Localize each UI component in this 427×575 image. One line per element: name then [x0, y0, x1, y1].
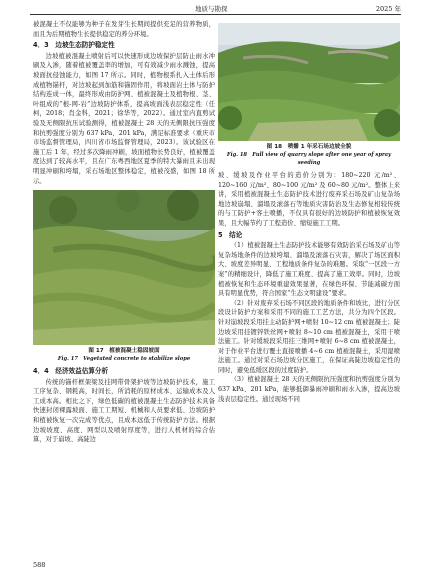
header-rule	[30, 14, 401, 15]
figure-18-caption-en: Fig. 18 Full view of quarry slope after one year of spray seeding	[226, 152, 392, 166]
figure-17-photo	[33, 190, 215, 345]
figure-17-caption-en: Fig. 17 Vegetated concrete to stabilize slope	[57, 356, 191, 363]
intro-paragraph: 被混凝土不仅能够为种子在发芽生长期间提供充足的营养物质，而且为后期植物生长提供稳定的养分环境。	[33, 21, 215, 38]
section-4-3-title: 4．3 边坡生态防护稳定性	[33, 41, 115, 50]
header-year: 2025 年	[375, 5, 401, 13]
section-4-4-paragraph: 传统的锚杆框架梁及挂网带骨架护坡等边坡防护技术，施工工序复杂、钢耗高，时间长，所消耗的原材成本、运输成本及人工成本高。相比之下，绿色低碳的植被混凝土生态防护技术具备快速封闭裸露坡面、施工工期短、机械和人员要求低、边坡防护和植被恢复一次完成等优点，且成本远低于传统防护方法。根据边坡坡度、高度、网型以及喷射厚度等，进行人机材的综合估算，对于崩坡、高陡边	[33, 378, 215, 444]
figure-17-caption-cn: 图 17 植被混凝土稳固坡面	[88, 348, 160, 355]
running-header	[0, 0, 427, 16]
section-5-title: 5 结论	[218, 230, 243, 239]
cost-paragraph: 坡、缓坡及作业平台的造价分别为：180~220 元/m²、120~160 元/m²、80~100 元/m² 及 60~80 元/m²。整体上来讲，采用植被混凝土生态防护技术进行废弃采石场及矿山复杂场地边坡崩塌、溜塌及滚落石等地质灾害防治及生态修复相较传统的与工防护+客土喷播，不仅具有很好的边坡防护和植被恢复效果，且大幅节约了工程造价、缩短施工工期。	[218, 172, 400, 227]
section-4-4-title: 4．4 经济效益估算分析	[33, 367, 109, 376]
quarry-slope-image	[218, 23, 400, 141]
section-4-3-paragraph: 边坡植被混凝土喷射后可以快速形成边坡保护层防止雨水冲刷及入渗，随着植被覆盖率的增加，可有效减少雨水溅蚀，提高坡面抗侵蚀能力，如图 17 所示。同时，植物根系扎入土体后形成植物锚杆，对边坡起到加筋和锚固作用，将坡面岩土体与防护结构连成一体，最终形成由防护网、植被混凝土及植物根、茎、叶组成的“根-网-岩”边坡防护体系，提高坡面浅表层稳定性（任柯，2018；肖金科，2021；徐华等，2022）。通过室内直剪试验及无侧限抗压试验测得，植被混凝土 28 天的无侧限抗压强度和抗剪强度分别为 637 kPa、201 kPa，满足标准要求（重庆市市场监督管理局，四川省市场监督管理局，2023）。该试验区在施工后 1 年，经过多次降雨冲刷，坡面植物长势良好，植被覆盖度达到了较高水平，且在广东粤西地区夏季的特大暴雨且未出现明显冲刷和垮塌，采石场地区整体稳定，植被茂盛，如图 18 所示。	[33, 52, 215, 185]
journal-name: 地质与勘探	[195, 5, 228, 13]
figure-17-caption	[33, 347, 215, 363]
figure-18-photo	[218, 23, 400, 141]
left-column	[33, 20, 215, 445]
conclusion-3: （3）植被混凝土 28 天的无侧限抗压强度和抗剪强度分别为 637 kPa、201 kPa，能够抵御暴雨冲刷和雨水入渗，提高边坡浅表层稳定性。通过现场不同	[218, 376, 400, 403]
figure-18-caption-cn: 图 18 喷播 1 年采石场边坡全貌	[266, 144, 352, 150]
page-number: 588	[33, 561, 46, 569]
conclusion-1: （1）植被混凝土生态防护技术能够有效防治采石场及矿山等复杂场地条件的边坡垮塌、溜塌及滚落石灾害，解决了场区面积大、坡度差异明显、工程地质条件复杂的难题。采取“一区段一方案”的精细设计，降低了施工难度、提高了施工效率。同时，边坡植被恢复和生态环境重建效果显著，在绿色环保、节能减碳方面具有明显优势，符合国家“生态文明建设”要求。	[218, 242, 400, 298]
slope-vegetation-image	[33, 190, 215, 345]
figure-18-caption	[218, 143, 400, 167]
conclusion-2: （2）针对废弃采石场不同区段的地质条件和坡比，进行分区段设计防护方案和采用不同的施工工艺方法，共分为四个区段。针对崩坡段采用挂主动防护网+喷射 10~12 cm 植被混凝土；陡边坡采用挂镀锌铁丝网+喷射 8~10 cm 植被混凝土，采用干喷法施工。针对缓坡段采用挂三维网+喷射 6~8 cm 植被混凝土，对于作业平台进行覆土直接喷播 4~6 cm 植被混凝土，采用湿喷法施工。通过对采石场边坡分区施工，在保证高陡边坡稳定性的同时，避免低缓区段的过度防护。	[218, 299, 400, 374]
right-column	[218, 20, 400, 404]
